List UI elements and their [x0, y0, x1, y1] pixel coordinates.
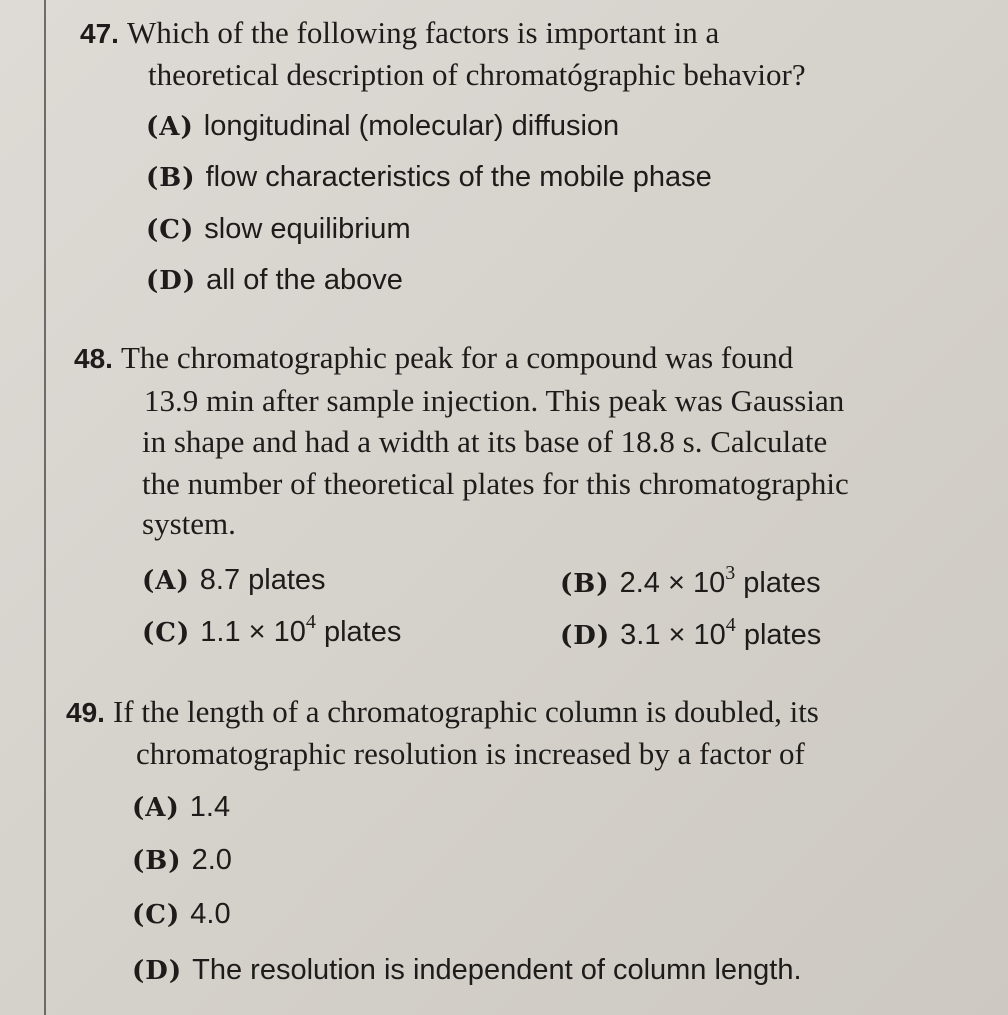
q48-option-c-exponent: 4 — [305, 611, 316, 633]
q48-stem-line1 — [74, 337, 793, 380]
q49-option-b — [132, 838, 232, 882]
q47-option-a-text: longitudinal (molecular) diffusion — [203, 110, 620, 142]
q48-option-c — [142, 610, 401, 654]
q48-option-b-base: 2.4 × 10 — [619, 567, 726, 599]
q48-option-c-unit: plates — [315, 616, 402, 648]
q47-option-a-letter: (A) — [146, 112, 194, 142]
q49-option-d-letter: (D) — [132, 956, 183, 986]
q49-option-a-letter: (A) — [132, 793, 180, 823]
q47-option-c-text: slow equilibrium — [204, 213, 411, 245]
q48-option-d-exponent: 4 — [725, 614, 736, 636]
q48-option-a-text: 8.7 plates — [199, 564, 326, 596]
q47-text-line2: theoretical description of chromatógraphic behavior? — [148, 57, 806, 92]
q48-option-d — [560, 613, 821, 657]
q49-stem-line1 — [66, 691, 819, 734]
q49-option-c-text: 4.0 — [190, 898, 231, 930]
q48-text-line3: in shape and had a width at its base of 18.8 s. Calculate — [142, 424, 828, 459]
q49-option-b-text: 2.0 — [191, 844, 232, 876]
q48-option-d-letter: (D) — [560, 621, 611, 651]
q49-text-line1: If the length of a chromatographic column is doubled, its — [112, 694, 819, 729]
q47-option-c-letter: (C) — [146, 215, 195, 245]
q49-option-d — [132, 948, 802, 992]
q47-option-c — [146, 207, 411, 251]
q48-option-b — [560, 561, 821, 605]
q47-option-d — [146, 258, 403, 302]
q48-option-a-letter: (A) — [142, 566, 190, 596]
q47-option-a — [146, 104, 619, 148]
q47-option-b-text: flow characteristics of the mobile phase — [205, 161, 712, 193]
q48-option-b-letter: (B) — [560, 569, 610, 599]
q49-option-a — [132, 785, 230, 829]
q47-option-d-letter: (D) — [146, 266, 197, 296]
q47-option-d-text: all of the above — [206, 264, 403, 296]
q49-option-b-letter: (B) — [132, 846, 182, 876]
q48-number: 48. — [74, 343, 113, 374]
q47-number: 47. — [80, 18, 119, 49]
q49-option-c-letter: (C) — [132, 900, 181, 930]
q48-option-a — [142, 558, 326, 602]
q48-option-d-unit: plates — [735, 619, 822, 651]
q48-option-d-base: 3.1 × 10 — [620, 619, 726, 651]
q48-text-line2: 13.9 min after sample injection. This peak was Gaussian — [144, 383, 845, 418]
q47-option-b-letter: (B) — [146, 163, 196, 193]
q49-text-line2: chromatographic resolution is increased by a factor of — [136, 736, 805, 771]
q49-option-c — [132, 892, 231, 936]
q49-option-a-text: 1.4 — [189, 791, 231, 823]
q48-text-line4: the number of theoretical plates for this chromatographic — [142, 466, 849, 501]
q49-number: 49. — [66, 697, 105, 728]
q48-text-line5: system. — [142, 506, 236, 541]
q47-stem-line1 — [80, 12, 719, 55]
q48-option-b-unit: plates — [735, 567, 821, 599]
q47-text-line1: Which of the following factors is important in a — [126, 15, 720, 50]
q49-option-d-text: The resolution is independent of column length. — [192, 954, 802, 986]
q48-text-line1: The chromatographic peak for a compound was found — [120, 340, 794, 375]
q47-option-b — [146, 155, 712, 199]
q48-option-c-letter: (C) — [142, 618, 191, 648]
q48-option-c-base: 1.1 × 10 — [200, 616, 306, 648]
q48-option-b-exponent: 3 — [725, 562, 736, 584]
